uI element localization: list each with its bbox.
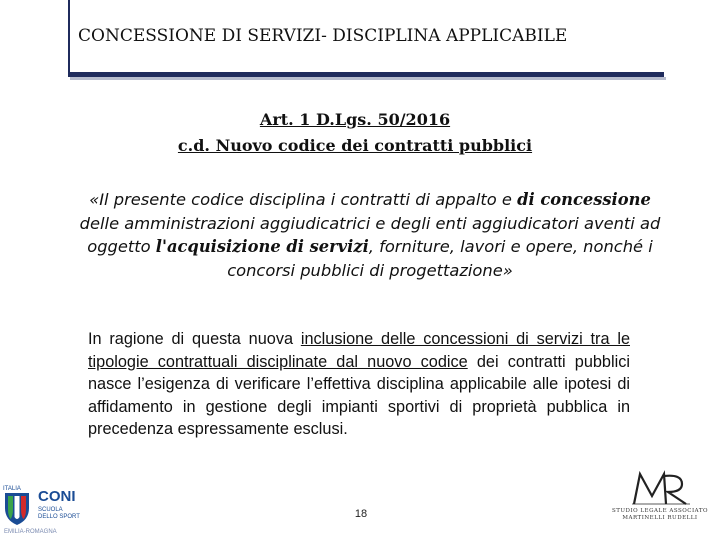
quote-middle: delle amministrazioni aggiudicatrici e degli enti aggiudicatori aventi ad oggetto	[79, 213, 661, 256]
body-intro: In ragione di questa nuova	[88, 330, 301, 348]
coni-line1: SCUOLA	[38, 507, 63, 513]
studio-legale-logo	[610, 470, 710, 534]
studio-line1: STUDIO LEGALE ASSOCIATO	[611, 508, 708, 514]
quote-open: «Il presente codice disciplina i contratti di appalto e	[89, 190, 518, 209]
coni-country: ITALIA	[3, 486, 21, 492]
coni-region: EMILIA-ROMAGNA	[4, 529, 57, 535]
article-quote	[78, 188, 662, 282]
body-rest: dei contratti pubblici nasce l’esigenza di verificare l’effettiva disciplina applicabile alle ipotesi di affidamento in gestione degli impianti sportivi di proprietà pubblica in precedenza espressamente esclusi.	[88, 352, 630, 439]
body-underlined: inclusione delle concessioni di servizi tra le tipologie contrattuali disciplinate dal nuovo codice	[88, 330, 630, 371]
frame-vertical-line	[68, 0, 70, 76]
subtitle-code-name: c.d. Nuovo codice dei contratti pubblici	[177, 136, 533, 155]
page-number: 18	[354, 508, 368, 520]
title-underline-shadow	[70, 77, 666, 80]
coni-logo	[2, 486, 80, 538]
subtitle-article: Art. 1 D.Lgs. 50/2016	[259, 110, 451, 129]
quote-acquisizione: l'acquisizione di servizi	[155, 237, 369, 256]
coni-line2: DELLO SPORT	[38, 514, 80, 520]
body-paragraph	[88, 328, 630, 441]
quote-close: , forniture, lavori e opere, nonché i concorsi pubblici di progettazione»	[227, 237, 653, 280]
slide-title: CONCESSIONE DI SERVIZI- DISCIPLINA APPLICABILE	[78, 26, 568, 46]
coni-shield-icon	[2, 486, 32, 526]
studio-line2: MARTINELLI RUDELLI	[622, 515, 698, 521]
mr-monogram-icon	[630, 470, 692, 506]
quote-di-concessione: di concessione	[517, 190, 651, 209]
coni-name: CONI	[38, 488, 76, 505]
